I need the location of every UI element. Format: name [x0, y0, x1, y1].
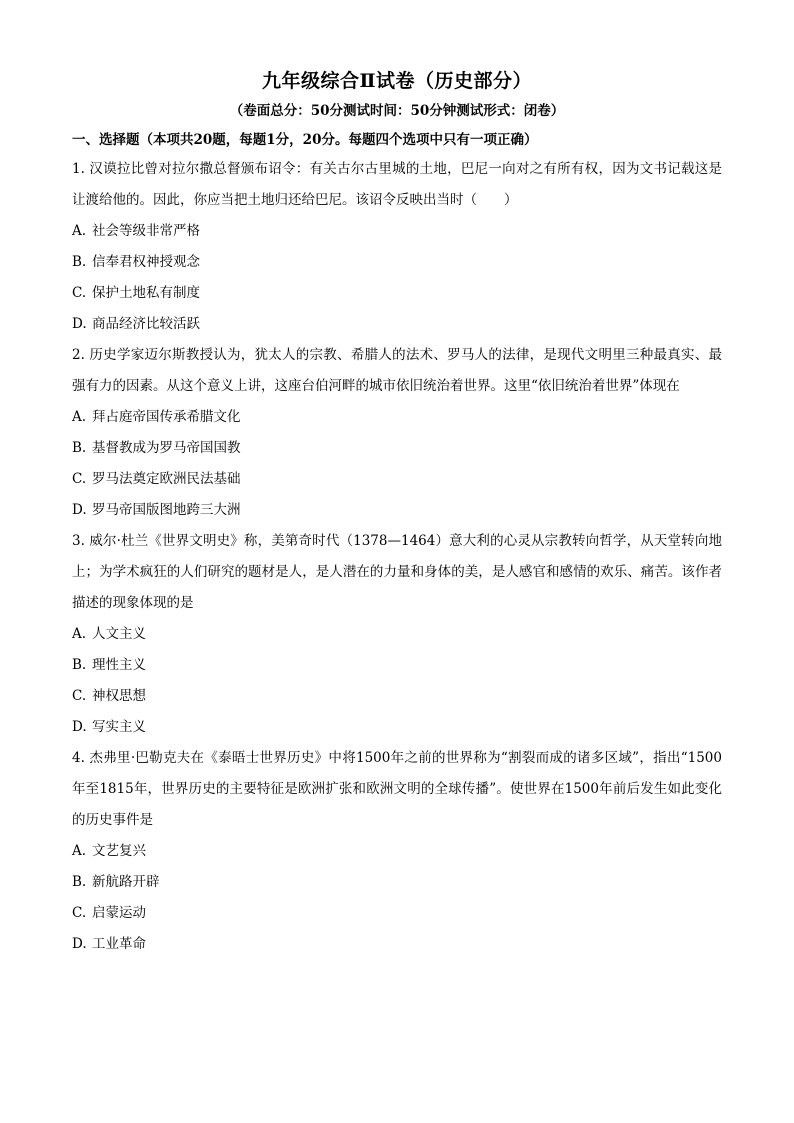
- question-stem: 1. 汉谟拉比曾对拉尔撒总督颁布诏令：有关古尔古里城的土地，巴尼一向对之有所有权，因为文书记载这是让渡给他的。因此，你应当把土地归还给巴尼。该诏令反映出当时（ ）: [72, 161, 722, 208]
- option-letter: B.: [72, 657, 87, 673]
- option-letter: B.: [72, 874, 87, 890]
- option-letter: A.: [72, 409, 87, 425]
- option-a[interactable]: [72, 402, 722, 433]
- option-a[interactable]: [72, 216, 722, 247]
- option-text: 社会等级非常严格: [92, 223, 200, 239]
- option-text: 文艺复兴: [92, 843, 146, 859]
- question-1: [72, 154, 722, 340]
- option-text: 信奉君权神授观念: [92, 254, 200, 270]
- option-text: 新航路开辟: [92, 874, 160, 890]
- option-text: 拜占庭帝国传承希腊文化: [92, 409, 241, 425]
- option-c[interactable]: [72, 278, 722, 309]
- option-text: 神权思想: [92, 688, 146, 704]
- question-2: [72, 340, 722, 526]
- exam-title: 九年级综合Ⅱ试卷（历史部分）: [261, 70, 532, 92]
- option-a[interactable]: [72, 619, 722, 650]
- option-d[interactable]: [72, 929, 722, 960]
- question-stem: 2. 历史学家迈尔斯教授认为，犹太人的宗教、希腊人的法术、罗马人的法律，是现代文明里三种最真实、最强有力的因素。从这个意义上讲，这座台伯河畔的城市依旧统治着世界。这里“依旧统治着世界”体现在: [72, 347, 722, 394]
- option-d[interactable]: [72, 495, 722, 526]
- option-text: 启蒙运动: [92, 905, 146, 921]
- exam-page: [72, 66, 722, 960]
- option-text: 罗马法奠定欧洲民法基础: [92, 471, 241, 487]
- question-stem: 4. 杰弗里·巴勒克夫在《泰晤士世界历史》中将1500年之前的世界称为“割裂而成的诸多区域”，指出“1500年至1815年，世界历史的主要特征是欧洲扩张和欧洲文明的全球传播”。使世界在1500年前后发生如此变化的历史事件是: [72, 750, 722, 828]
- option-letter: D.: [72, 719, 87, 735]
- option-text: 保护土地私有制度: [92, 285, 200, 301]
- option-b[interactable]: [72, 867, 722, 898]
- option-letter: D.: [72, 316, 87, 332]
- option-c[interactable]: [72, 464, 722, 495]
- option-b[interactable]: [72, 433, 722, 464]
- option-letter: B.: [72, 254, 87, 270]
- option-c[interactable]: [72, 681, 722, 712]
- option-letter: C.: [72, 688, 87, 704]
- option-letter: C.: [72, 285, 87, 301]
- option-c[interactable]: [72, 898, 722, 929]
- option-text: 人文主义: [92, 626, 146, 642]
- option-text: 写实主义: [92, 719, 146, 735]
- option-letter: B.: [72, 440, 87, 456]
- option-letter: C.: [72, 471, 87, 487]
- option-b[interactable]: [72, 650, 722, 681]
- section-heading: 一、选择题（本项共20题，每题1分，20分。每题四个选项中只有一项正确）: [72, 132, 538, 148]
- question-4: [72, 743, 722, 960]
- option-letter: D.: [72, 502, 87, 518]
- option-letter: D.: [72, 936, 87, 952]
- option-letter: C.: [72, 905, 87, 921]
- option-letter: A.: [72, 223, 87, 239]
- option-letter: A.: [72, 626, 87, 642]
- exam-subtitle: （卷面总分：50分测试时间：50分钟测试形式：闭卷）: [229, 103, 565, 119]
- option-text: 理性主义: [92, 657, 146, 673]
- option-a[interactable]: [72, 836, 722, 867]
- option-text: 工业革命: [92, 936, 146, 952]
- option-text: 商品经济比较活跃: [92, 316, 200, 332]
- question-stem: 3. 威尔·杜兰《世界文明史》称，美第奇时代（1378—1464）意大利的心灵从宗教转向哲学，从天堂转向地上；为学术疯狂的人们研究的题材是人，是人潜在的力量和身体的美，是人感官和感情的欢乐、痛苦。该作者描述的现象体现的是: [72, 533, 722, 611]
- option-d[interactable]: [72, 309, 722, 340]
- option-text: 基督教成为罗马帝国国教: [92, 440, 241, 456]
- option-text: 罗马帝国版图地跨三大洲: [92, 502, 241, 518]
- option-letter: A.: [72, 843, 87, 859]
- option-d[interactable]: [72, 712, 722, 743]
- option-b[interactable]: [72, 247, 722, 278]
- question-3: [72, 526, 722, 743]
